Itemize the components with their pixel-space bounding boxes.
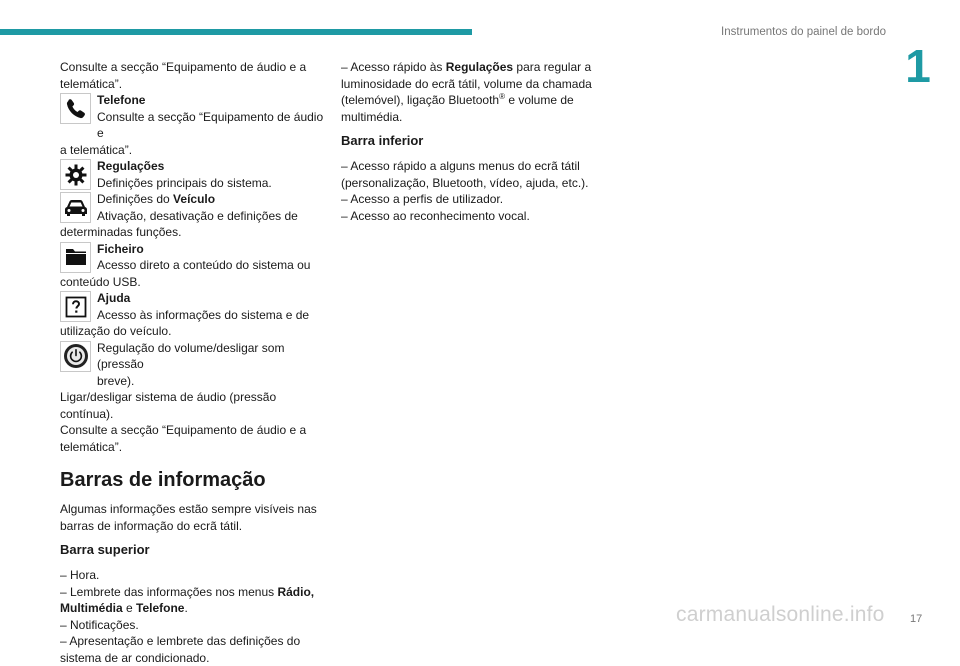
right-column <box>341 59 593 224</box>
chapter-number: 1 <box>905 40 931 92</box>
left-column <box>60 59 324 666</box>
item-title: Definições do Veículo <box>97 192 216 206</box>
item-desc: Ativação, desativação e definições de <box>97 208 298 223</box>
section-heading: Barras de informação <box>60 469 266 491</box>
folder-icon <box>60 242 91 273</box>
heading-text: Algumas informações estão sempre visíveis nas barras de informação do ecrã tátil. <box>60 502 317 533</box>
item-desc-wrap: determinadas funções. <box>60 225 182 239</box>
item-desc-wrap: a telemática”. <box>60 142 133 157</box>
power-icon <box>60 341 91 372</box>
item-veiculo <box>60 191 324 241</box>
item-title: Regulações <box>97 159 165 173</box>
item-title: Ficheiro <box>97 241 144 256</box>
list-item: – Apresentação e lembrete das definições do sistema de ar condicionado. <box>60 634 301 665</box>
list-item: – Acesso a perfis de utilizador. <box>341 192 504 206</box>
section-title: Instrumentos do painel de bordo <box>721 26 886 38</box>
item-telefone <box>60 92 324 158</box>
item-title: Telefone <box>97 93 146 107</box>
list-item: – Notificações. <box>60 617 139 632</box>
car-icon <box>60 192 91 223</box>
header-accent-bar <box>0 29 472 35</box>
watermark: carmanualsonline.info <box>676 603 885 626</box>
subheading-top-bar: Barra superior <box>60 542 150 557</box>
item-ficheiro <box>60 241 324 291</box>
phone-icon <box>60 93 91 124</box>
list-item: – Acesso rápido às Regulações para regular a luminosidade do ecrã tátil, volume da chamada (telemóvel), ligação Bluetooth® e volume de multimédia. <box>341 60 592 124</box>
list-item: – Hora. <box>60 568 100 582</box>
item-desc: Acesso às informações do sistema e de <box>97 307 310 322</box>
item-desc-wrap: Consulte a secção “Equipamento de áudio e a telemática”. <box>60 423 307 454</box>
list-item: – Acesso ao reconhecimento vocal. <box>341 208 530 223</box>
item-desc-wrap: Ligar/desligar sistema de áudio (pressão contínua). <box>60 390 277 421</box>
list-item: – Lembrete das informações nos menus Rádio, Multimédia e Telefone. <box>60 584 315 615</box>
item-volume-power <box>60 340 324 456</box>
item-desc: Acesso direto a conteúdo do sistema ou <box>97 258 311 272</box>
item-desc: breve). <box>97 373 135 388</box>
page-number: 17 <box>910 613 923 625</box>
intro-text: Consulte a secção “Equipamento de áudio e a telemática”. <box>60 60 307 91</box>
subheading-bottom-bar: Barra inferior <box>341 133 424 148</box>
item-title: Ajuda <box>97 291 131 305</box>
item-desc: Consulte a secção “Equipamento de áudio e <box>97 109 324 140</box>
gear-icon <box>60 159 91 190</box>
item-desc: Definições principais do sistema. <box>97 175 272 190</box>
item-ajuda <box>60 290 324 340</box>
item-desc-wrap: utilização do veículo. <box>60 324 172 338</box>
item-regulacoes <box>60 158 324 191</box>
item-desc-wrap: conteúdo USB. <box>60 274 141 289</box>
help-icon <box>60 291 91 322</box>
list-item: – Acesso rápido a alguns menus do ecrã tátil (personalização, Bluetooth, vídeo, ajuda, etc.). <box>341 159 589 190</box>
item-desc: Regulação do volume/desligar som (pressão <box>97 340 285 371</box>
